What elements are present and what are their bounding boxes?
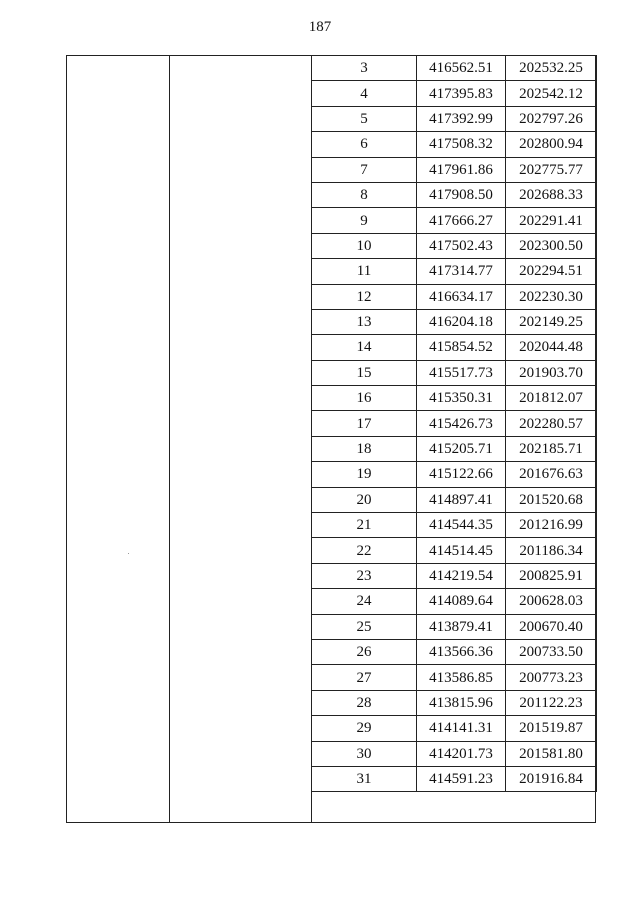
page-number: 187	[308, 19, 332, 35]
table-row	[312, 208, 597, 233]
x-coordinate-cell: 414591.23	[417, 766, 506, 791]
table-row	[312, 614, 597, 639]
point-number-cell: 18	[312, 436, 417, 461]
table-row	[312, 56, 597, 81]
x-coordinate-cell: 415854.52	[417, 335, 506, 360]
y-coordinate-cell: 202044.48	[506, 335, 597, 360]
x-coordinate-cell: 417508.32	[417, 132, 506, 157]
y-coordinate-cell: 201519.87	[506, 716, 597, 741]
table-row	[312, 132, 597, 157]
x-coordinate-cell: 413815.96	[417, 690, 506, 715]
point-number-cell: 20	[312, 487, 417, 512]
x-coordinate-cell: 415426.73	[417, 411, 506, 436]
x-coordinate-cell: 417392.99	[417, 106, 506, 131]
table-row	[312, 665, 597, 690]
point-number-cell: 13	[312, 309, 417, 334]
table-row	[312, 233, 597, 258]
x-coordinate-cell: 414544.35	[417, 513, 506, 538]
y-coordinate-cell: 201216.99	[506, 513, 597, 538]
x-coordinate-cell: 417502.43	[417, 233, 506, 258]
point-number-cell: 22	[312, 538, 417, 563]
y-coordinate-cell: 202300.50	[506, 233, 597, 258]
x-coordinate-cell: 417395.83	[417, 81, 506, 106]
x-coordinate-cell: 416204.18	[417, 309, 506, 334]
point-number-cell: 26	[312, 639, 417, 664]
point-number-cell: 14	[312, 335, 417, 360]
x-coordinate-cell: 414219.54	[417, 563, 506, 588]
table-row	[312, 639, 597, 664]
table-row	[312, 259, 597, 284]
table-row	[312, 563, 597, 588]
table-row	[312, 360, 597, 385]
table-row	[312, 309, 597, 334]
table-row	[312, 741, 597, 766]
point-number-cell: 28	[312, 690, 417, 715]
y-coordinate-cell: 202294.51	[506, 259, 597, 284]
point-number-cell: 11	[312, 259, 417, 284]
point-number-cell: 24	[312, 589, 417, 614]
y-coordinate-cell: 202800.94	[506, 132, 597, 157]
x-coordinate-cell: 417666.27	[417, 208, 506, 233]
point-number-cell: 8	[312, 182, 417, 207]
y-coordinate-cell: 202797.26	[506, 106, 597, 131]
table-row	[312, 766, 597, 791]
y-coordinate-cell: 201581.80	[506, 741, 597, 766]
point-number-cell: 9	[312, 208, 417, 233]
x-coordinate-cell: 413566.36	[417, 639, 506, 664]
table-row	[312, 411, 597, 436]
y-coordinate-cell: 202230.30	[506, 284, 597, 309]
y-coordinate-cell: 202149.25	[506, 309, 597, 334]
table-row	[312, 690, 597, 715]
y-coordinate-cell: 201812.07	[506, 386, 597, 411]
point-number-cell: 23	[312, 563, 417, 588]
x-coordinate-cell: 414089.64	[417, 589, 506, 614]
table-row	[312, 589, 597, 614]
table-row	[312, 462, 597, 487]
x-coordinate-cell: 413586.85	[417, 665, 506, 690]
x-coordinate-cell: 415517.73	[417, 360, 506, 385]
x-coordinate-cell: 416562.51	[417, 56, 506, 81]
y-coordinate-cell: 201916.84	[506, 766, 597, 791]
point-number-cell: 31	[312, 766, 417, 791]
y-coordinate-cell: 200670.40	[506, 614, 597, 639]
table-row	[312, 157, 597, 182]
y-coordinate-cell: 202542.12	[506, 81, 597, 106]
y-coordinate-cell: 202532.25	[506, 56, 597, 81]
y-coordinate-cell: 201903.70	[506, 360, 597, 385]
y-coordinate-cell: 201186.34	[506, 538, 597, 563]
x-coordinate-cell: 417961.86	[417, 157, 506, 182]
y-coordinate-cell: 202775.77	[506, 157, 597, 182]
y-coordinate-cell: 202185.71	[506, 436, 597, 461]
point-number-cell: 4	[312, 81, 417, 106]
table-row	[312, 538, 597, 563]
point-number-cell: 6	[312, 132, 417, 157]
point-number-cell: 30	[312, 741, 417, 766]
point-number-cell: 10	[312, 233, 417, 258]
table-row	[312, 335, 597, 360]
point-number-cell: 15	[312, 360, 417, 385]
point-number-cell: 12	[312, 284, 417, 309]
table-row	[312, 182, 597, 207]
x-coordinate-cell: 416634.17	[417, 284, 506, 309]
table-row	[312, 487, 597, 512]
table-row	[312, 81, 597, 106]
x-coordinate-cell: 415122.66	[417, 462, 506, 487]
table-row	[312, 513, 597, 538]
point-number-cell: 21	[312, 513, 417, 538]
point-number-cell: 29	[312, 716, 417, 741]
y-coordinate-cell: 202280.57	[506, 411, 597, 436]
table-row	[312, 106, 597, 131]
x-coordinate-cell: 415205.71	[417, 436, 506, 461]
point-number-cell: 7	[312, 157, 417, 182]
coordinates-table	[311, 55, 597, 792]
y-coordinate-cell: 200628.03	[506, 589, 597, 614]
x-coordinate-cell: 417314.77	[417, 259, 506, 284]
x-coordinate-cell: 414514.45	[417, 538, 506, 563]
scan-speck	[128, 553, 129, 554]
y-coordinate-cell: 200825.91	[506, 563, 597, 588]
coordinates-table-body	[312, 56, 597, 792]
x-coordinate-cell: 417908.50	[417, 182, 506, 207]
x-coordinate-cell: 414141.31	[417, 716, 506, 741]
column-divider-1	[169, 55, 170, 823]
point-number-cell: 17	[312, 411, 417, 436]
point-number-cell: 27	[312, 665, 417, 690]
point-number-cell: 19	[312, 462, 417, 487]
table-row	[312, 284, 597, 309]
y-coordinate-cell: 201520.68	[506, 487, 597, 512]
x-coordinate-cell: 414897.41	[417, 487, 506, 512]
y-coordinate-cell: 201122.23	[506, 690, 597, 715]
y-coordinate-cell: 200733.50	[506, 639, 597, 664]
x-coordinate-cell: 413879.41	[417, 614, 506, 639]
point-number-cell: 3	[312, 56, 417, 81]
x-coordinate-cell: 415350.31	[417, 386, 506, 411]
table-row	[312, 386, 597, 411]
y-coordinate-cell: 202291.41	[506, 208, 597, 233]
x-coordinate-cell: 414201.73	[417, 741, 506, 766]
table-row	[312, 716, 597, 741]
y-coordinate-cell: 201676.63	[506, 462, 597, 487]
point-number-cell: 5	[312, 106, 417, 131]
table-row	[312, 436, 597, 461]
point-number-cell: 16	[312, 386, 417, 411]
y-coordinate-cell: 200773.23	[506, 665, 597, 690]
y-coordinate-cell: 202688.33	[506, 182, 597, 207]
point-number-cell: 25	[312, 614, 417, 639]
